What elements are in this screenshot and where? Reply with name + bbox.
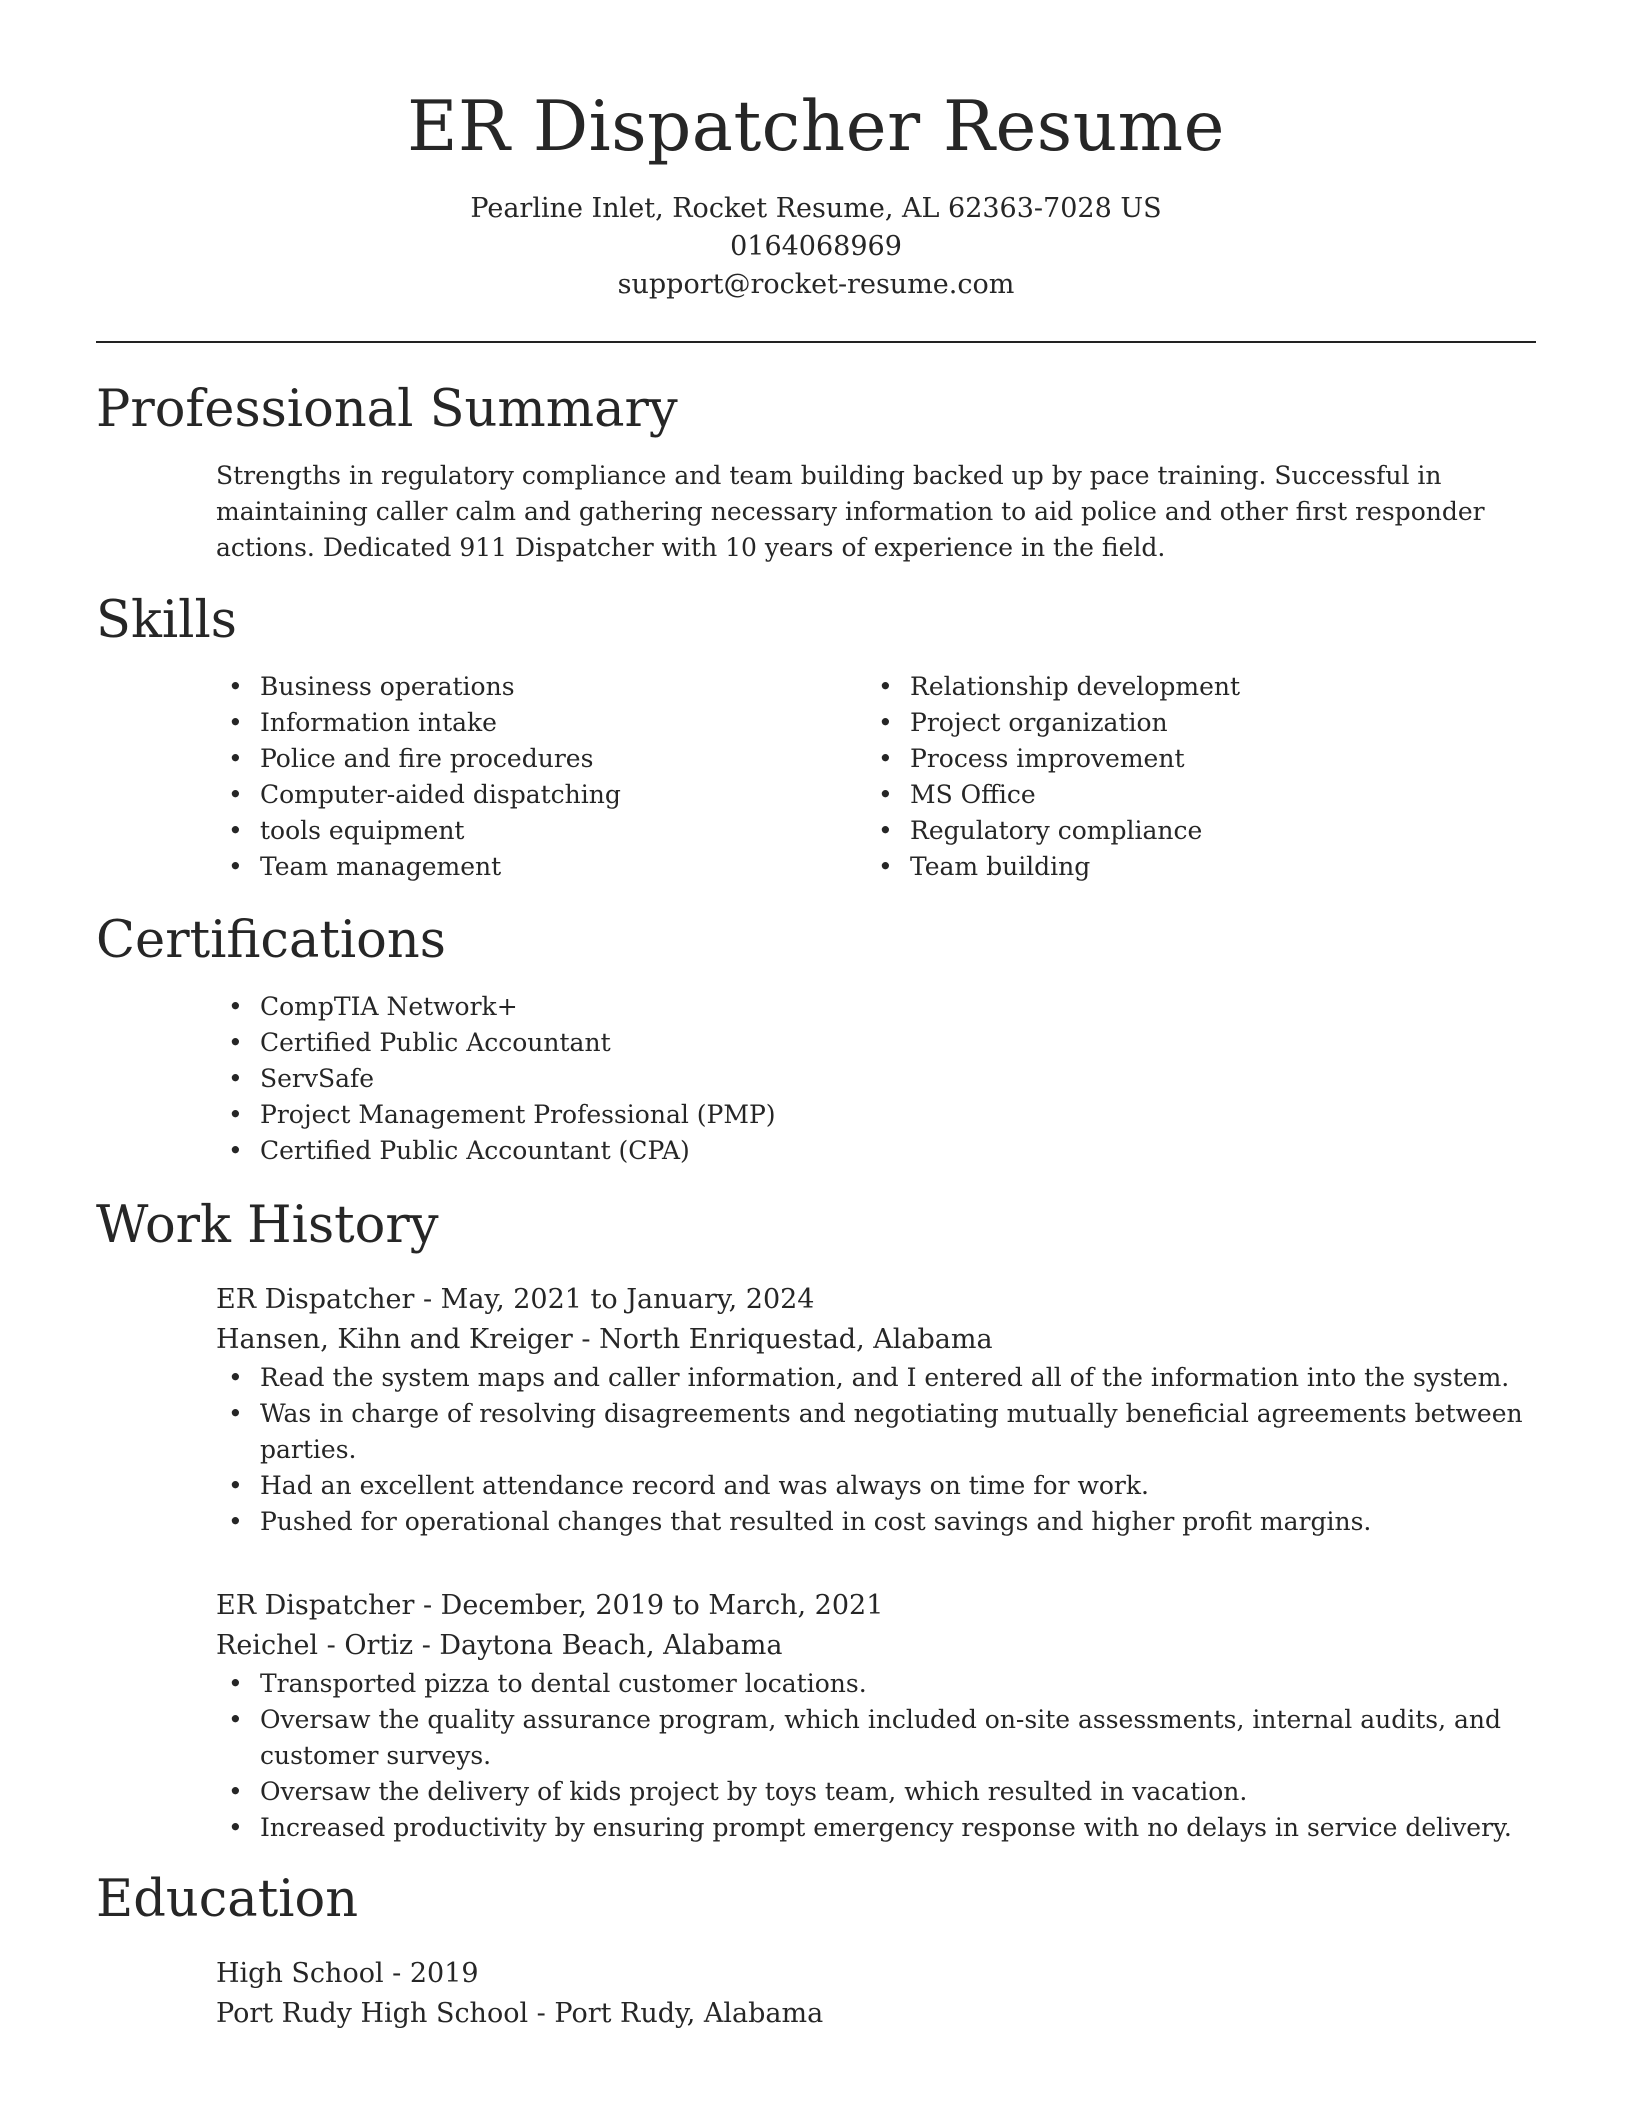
contact-phone: 0164068969 bbox=[730, 231, 902, 262]
skills-column-left bbox=[216, 669, 866, 885]
job-bullets bbox=[216, 1666, 1536, 1846]
list-item: • Information intake bbox=[216, 705, 866, 741]
skills-heading: Skills bbox=[96, 591, 237, 650]
job-bullets bbox=[216, 1360, 1536, 1540]
list-item: • Oversaw the delivery of kids project by toys team, which resulted in vacation. bbox=[216, 1774, 1536, 1810]
list-item: • CompTIA Network+ bbox=[216, 989, 1536, 1025]
list-item: • Increased productivity by ensuring prompt emergency response with no delays in service delivery. bbox=[216, 1810, 1536, 1846]
list-item: • Oversaw the quality assurance program, which included on-site assessments, internal audits, and customer surveys. bbox=[216, 1702, 1536, 1774]
list-item: • Had an excellent attendance record and was always on time for work. bbox=[216, 1468, 1536, 1504]
list-item: • Computer-aided dispatching bbox=[216, 777, 866, 813]
list-item: • Pushed for operational changes that resulted in cost savings and higher profit margins. bbox=[216, 1504, 1536, 1540]
job-title: ER Dispatcher - December, 2019 to March, 2021 bbox=[216, 1590, 884, 1621]
education-school: Port Rudy High School - Port Rudy, Alabama bbox=[216, 1998, 824, 2029]
header-divider bbox=[96, 341, 1536, 343]
certifications-heading: Certifications bbox=[96, 911, 446, 970]
job-company: Reichel - Ortiz - Daytona Beach, Alabama bbox=[216, 1630, 783, 1661]
list-item: • Business operations bbox=[216, 669, 866, 705]
list-item: • Team management bbox=[216, 849, 866, 885]
job-company: Hansen, Kihn and Kreiger - North Enriquestad, Alabama bbox=[216, 1324, 993, 1355]
list-item: • MS Office bbox=[866, 777, 1516, 813]
job-entry bbox=[216, 1280, 1536, 1540]
skills-column-right bbox=[866, 669, 1516, 885]
list-item: • Project organization bbox=[866, 705, 1516, 741]
list-item: • Relationship development bbox=[866, 669, 1516, 705]
resume-header bbox=[0, 0, 1632, 304]
education-heading: Education bbox=[96, 1870, 359, 1929]
education-entry bbox=[216, 1954, 1536, 2034]
list-item: • Was in charge of resolving disagreements and negotiating mutually beneficial agreements between parties. bbox=[216, 1396, 1536, 1468]
job-entry bbox=[216, 1586, 1536, 1846]
contact-block bbox=[0, 190, 1632, 304]
skills-list bbox=[216, 669, 1536, 885]
list-item: • tools equipment bbox=[216, 813, 866, 849]
list-item: • ServSafe bbox=[216, 1061, 1536, 1097]
list-item: • Transported pizza to dental customer locations. bbox=[216, 1666, 1536, 1702]
contact-address: Pearline Inlet, Rocket Resume, AL 62363-7028 US bbox=[470, 193, 1162, 224]
summary-text: Strengths in regulatory compliance and team building backed up by pace training. Successful in maintaining caller calm and gathering necessary information to aid police and other first responder actions. Dedicated 911 Dispatcher with 10 years of experience in the field. bbox=[216, 461, 1485, 562]
work-history-heading: Work History bbox=[96, 1196, 439, 1255]
list-item: • Team building bbox=[866, 849, 1516, 885]
certifications-list bbox=[216, 989, 1536, 1169]
list-item: • Certified Public Accountant bbox=[216, 1025, 1536, 1061]
list-item: • Project Management Professional (PMP) bbox=[216, 1097, 1536, 1133]
list-item: • Read the system maps and caller information, and I entered all of the information into the system. bbox=[216, 1360, 1536, 1396]
list-item: • Process improvement bbox=[866, 741, 1516, 777]
list-item: • Regulatory compliance bbox=[866, 813, 1516, 849]
summary-heading: Professional Summary bbox=[96, 380, 678, 439]
resume-title: ER Dispatcher Resume bbox=[407, 87, 1225, 167]
education-degree: High School - 2019 bbox=[216, 1958, 479, 1989]
list-item: • Certified Public Accountant (CPA) bbox=[216, 1133, 1536, 1169]
job-title: ER Dispatcher - May, 2021 to January, 2024 bbox=[216, 1284, 815, 1315]
contact-email: support@rocket-resume.com bbox=[617, 269, 1015, 300]
list-item: • Police and fire procedures bbox=[216, 741, 866, 777]
